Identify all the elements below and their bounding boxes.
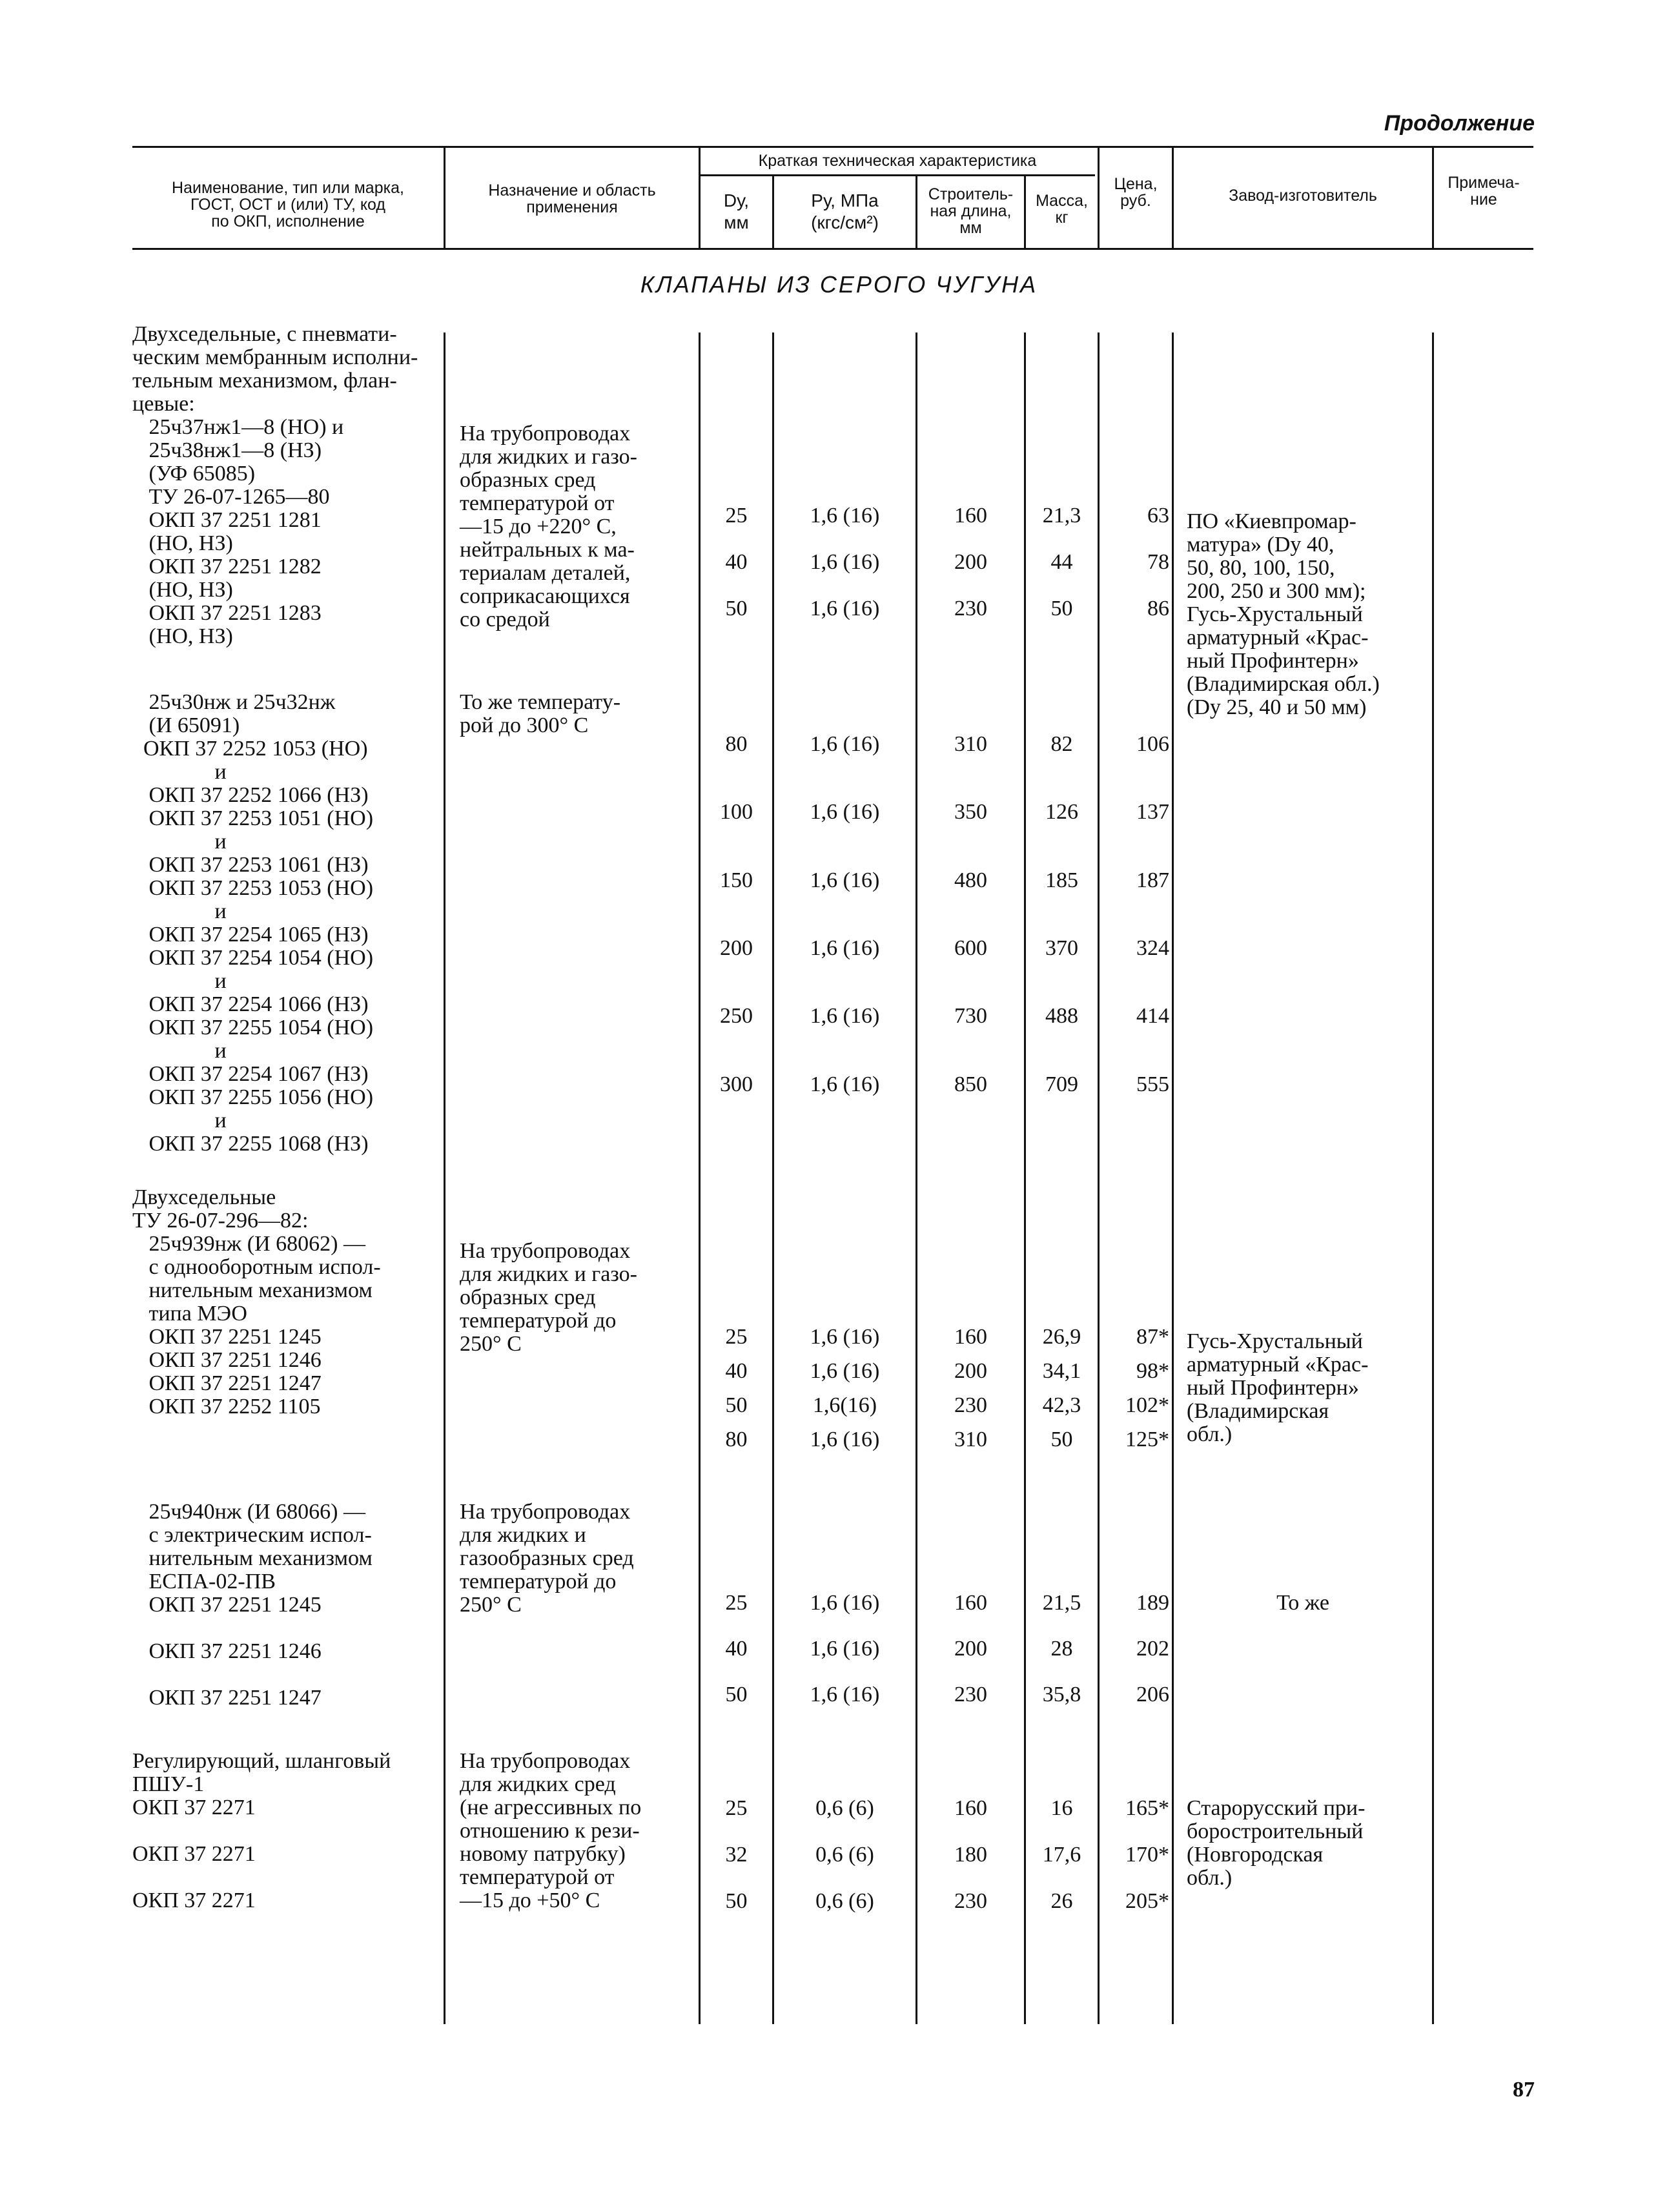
cell-price: 202 [1136, 1637, 1169, 1661]
cell-price: 125* [1125, 1428, 1169, 1451]
header-name: Наименование, тип или марка, ГОСТ, ОСТ и (или) ТУ, код по ОКП, исполнение [172, 179, 404, 230]
cell-py: 0,6 (6) [815, 1889, 874, 1913]
header-length: Строитель- ная длина, мм [928, 185, 1014, 237]
name-line: ОКП 37 2254 1054 (НО) [132, 946, 374, 970]
cell-price: 324 [1136, 936, 1169, 960]
cell-dy: 25 [725, 1796, 748, 1820]
purpose-line: териалам деталей, [460, 561, 631, 585]
header-note: Примеча- ние [1448, 174, 1520, 209]
purpose-line: газообразных сред [460, 1546, 634, 1570]
maker-line: (Dу 25, 40 и 50 мм) [1187, 695, 1367, 719]
name-line: 25ч30нж и 25ч32нж [132, 690, 336, 714]
cell-dy: 150 [720, 868, 753, 892]
name-line: с электрическим испол- [132, 1523, 372, 1547]
name-line: ОКП 37 2251 1282 [132, 555, 322, 579]
name-line: 25ч939нж (И 68062) — [132, 1232, 365, 1256]
purpose-line: для жидких и газо- [460, 1262, 637, 1286]
cell-length: 230 [954, 1683, 987, 1706]
name-line: и [132, 969, 227, 993]
name-line: ОКП 37 2251 1245 [132, 1593, 322, 1617]
cell-py: 1,6 (16) [810, 868, 880, 892]
purpose-line: 250° С [460, 1593, 522, 1617]
purpose-line: —15 до +220° С, [460, 515, 617, 538]
maker-line: арматурный «Крас- [1187, 1353, 1369, 1377]
cell-dy: 50 [725, 1683, 748, 1706]
purpose-line: со средой [460, 608, 550, 631]
cell-dy: 40 [725, 550, 748, 574]
cell-py: 1,6 (16) [810, 1637, 880, 1661]
purpose-line: для жидких сред [460, 1772, 616, 1796]
name-line: 25ч37нж1—8 (НО) и [132, 415, 344, 439]
header-py: Pу, МПа (кгс/см²) [811, 190, 879, 232]
purpose-line: соприкасающихся [460, 584, 630, 608]
cell-price: 98* [1136, 1359, 1169, 1383]
name-line: 25ч940нж (И 68066) — [132, 1500, 365, 1524]
cell-mass: 28 [1050, 1637, 1073, 1661]
cell-length: 180 [954, 1843, 987, 1867]
cell-length: 350 [954, 800, 987, 824]
name-line: ЕСПА-02-ПВ [132, 1570, 276, 1593]
name-line: ТУ 26-07-296—82: [132, 1209, 309, 1233]
name-line: и [132, 899, 227, 923]
cell-mass: 44 [1050, 550, 1073, 574]
purpose-line: для жидких и газо- [460, 445, 637, 469]
body-vline [1432, 333, 1434, 2024]
cell-price: 165* [1125, 1796, 1169, 1820]
header-purpose: Назначение и область применения [488, 181, 656, 216]
cell-mass: 17,6 [1042, 1843, 1081, 1867]
header-price: Цена, руб. [1114, 175, 1158, 210]
cell-price: 205* [1125, 1889, 1169, 1913]
cell-length: 160 [954, 504, 987, 527]
name-line: (И 65091) [132, 713, 240, 737]
cell-py: 1,6 (16) [810, 1004, 880, 1028]
cell-py: 0,6 (6) [815, 1843, 874, 1867]
purpose-line: температурой до [460, 1309, 617, 1333]
name-line: ОКП 37 2271 [132, 1796, 256, 1819]
name-line: цевые: [132, 392, 195, 416]
cell-py: 1,6 (16) [810, 1591, 880, 1615]
cell-mass: 126 [1045, 800, 1078, 824]
cell-length: 200 [954, 550, 987, 574]
cell-py: 0,6 (6) [815, 1796, 874, 1820]
name-line: ОКП 37 2251 1245 [132, 1325, 322, 1349]
cell-length: 310 [954, 732, 987, 756]
name-line: ОКП 37 2251 1283 [132, 601, 322, 625]
cell-mass: 26,9 [1042, 1325, 1081, 1349]
name-line: 25ч38нж1—8 (НЗ) [132, 438, 322, 462]
cell-length: 480 [954, 868, 987, 892]
purpose-line: рой до 300° С [460, 713, 589, 737]
purpose-line: температурой от [460, 491, 615, 515]
cell-length: 200 [954, 1359, 987, 1383]
cell-mass: 26 [1050, 1889, 1073, 1913]
cell-length: 160 [954, 1796, 987, 1820]
name-line: ОКП 37 2252 1053 (НО) [132, 737, 368, 761]
body-vline [1172, 333, 1174, 2024]
header-mass: Масса, кг [1036, 192, 1088, 227]
cell-py: 1,6 (16) [810, 1428, 880, 1451]
purpose-line: На трубопроводах [460, 1500, 631, 1524]
cell-mass: 50 [1050, 1428, 1073, 1451]
name-line: (НО, НЗ) [132, 578, 233, 602]
cell-dy: 50 [725, 597, 748, 620]
cell-length: 600 [954, 936, 987, 960]
maker-line: 200, 250 и 300 мм); [1187, 579, 1366, 603]
name-line: (НО, НЗ) [132, 531, 233, 555]
cell-length: 730 [954, 1004, 987, 1028]
cell-py: 1,6 (16) [810, 597, 880, 620]
name-line: и [132, 830, 227, 854]
cell-mass: 21,3 [1042, 504, 1081, 527]
name-line: нительным механизмом [132, 1278, 373, 1302]
cell-mass: 709 [1045, 1072, 1078, 1096]
purpose-line: 250° С [460, 1332, 522, 1356]
name-line: ОКП 37 2253 1061 (НЗ) [132, 853, 369, 877]
maker-line: (Владимирская обл.) [1187, 672, 1380, 696]
cell-mass: 21,5 [1042, 1591, 1081, 1615]
name-line: ОКП 37 2255 1056 (НО) [132, 1085, 374, 1109]
cell-dy: 300 [720, 1072, 753, 1096]
cell-dy: 250 [720, 1004, 753, 1028]
purpose-line: На трубопроводах [460, 1239, 631, 1263]
name-line: типа МЭО [132, 1302, 247, 1326]
name-line: ОКП 37 2254 1066 (НЗ) [132, 992, 369, 1016]
cell-py: 1,6 (16) [810, 936, 880, 960]
cell-mass: 35,8 [1042, 1683, 1081, 1706]
cell-dy: 32 [725, 1843, 748, 1867]
name-line: Двухседельные [132, 1185, 276, 1209]
name-line: ческим мембранным исполни- [132, 345, 418, 369]
purpose-line: На трубопроводах [460, 1749, 631, 1773]
cell-price: 414 [1136, 1004, 1169, 1028]
cell-py: 1,6 (16) [810, 732, 880, 756]
purpose-line: То же температу- [460, 690, 621, 714]
cell-length: 160 [954, 1591, 987, 1615]
maker-line: обл.) [1187, 1866, 1233, 1890]
name-line: ОКП 37 2271 [132, 1889, 256, 1912]
cell-length: 230 [954, 597, 987, 620]
cell-length: 230 [954, 1889, 987, 1913]
cell-length: 230 [954, 1393, 987, 1417]
maker-line: ПО «Киевпромар- [1187, 509, 1356, 533]
name-line: ТУ 26-07-1265—80 [132, 485, 330, 509]
purpose-line: температурой до [460, 1570, 617, 1593]
cell-dy: 100 [720, 800, 753, 824]
cell-py: 1,6(16) [812, 1393, 877, 1417]
name-line: (УФ 65085) [132, 462, 256, 486]
name-line: ОКП 37 2251 1246 [132, 1639, 322, 1663]
cell-length: 850 [954, 1072, 987, 1096]
cell-dy: 80 [725, 1428, 748, 1451]
maker-line: арматурный «Крас- [1187, 626, 1369, 650]
cell-dy: 40 [725, 1359, 748, 1383]
name-line: ОКП 37 2251 1247 [132, 1686, 322, 1710]
cell-mass: 185 [1045, 868, 1078, 892]
cell-price: 87* [1136, 1325, 1169, 1349]
cell-py: 1,6 (16) [810, 1359, 880, 1383]
header-maker: Завод-изготовитель [1229, 187, 1377, 205]
cell-price: 137 [1136, 800, 1169, 824]
maker-line: 50, 80, 100, 150, [1187, 556, 1335, 580]
section-title: КЛАПАНЫ ИЗ СЕРОГО ЧУГУНА [640, 271, 1038, 298]
cell-price: 555 [1136, 1072, 1169, 1096]
name-line: ПШУ-1 [132, 1772, 205, 1796]
body-vline [444, 333, 445, 2024]
purpose-line: На трубопроводах [460, 422, 631, 445]
name-line: ОКП 37 2271 [132, 1842, 256, 1866]
maker-same-note: То же [1276, 1591, 1329, 1615]
purpose-line: нейтральных к ма- [460, 538, 635, 562]
maker-line: ный Профинтерн» [1187, 649, 1359, 673]
cell-price: 102* [1125, 1393, 1169, 1417]
name-line: ОКП 37 2253 1051 (НО) [132, 806, 374, 830]
cell-mass: 370 [1045, 936, 1078, 960]
maker-line: Гусь-Хрустальный [1187, 1329, 1363, 1353]
cell-mass: 34,1 [1042, 1359, 1081, 1383]
cell-price: 63 [1147, 504, 1169, 527]
name-line: ОКП 37 2253 1053 (НО) [132, 876, 374, 900]
body-vline [1024, 333, 1026, 2024]
cell-py: 1,6 (16) [810, 1683, 880, 1706]
name-line: Двухседельные, с пневмати- [132, 322, 397, 346]
cell-dy: 25 [725, 1591, 748, 1615]
header-dy: Dу, мм [723, 190, 750, 232]
maker-line: (Владимирская [1187, 1399, 1329, 1423]
subheader-rule [699, 174, 1095, 176]
body-vline [916, 333, 917, 2024]
purpose-line: новому патрубку) [460, 1842, 626, 1866]
cell-py: 1,6 (16) [810, 550, 880, 574]
header-top-rule [132, 146, 1533, 148]
maker-line: обл.) [1187, 1422, 1233, 1446]
name-line: ОКП 37 2255 1068 (НЗ) [132, 1132, 369, 1156]
purpose-line: для жидких и [460, 1523, 586, 1547]
cell-mass: 42,3 [1042, 1393, 1081, 1417]
cell-py: 1,6 (16) [810, 800, 880, 824]
name-line: с однооборотным испол- [132, 1255, 381, 1279]
body-vline [772, 333, 774, 2024]
page-number: 87 [1513, 2078, 1535, 2102]
header-bottom-rule [132, 248, 1533, 250]
cell-py: 1,6 (16) [810, 1072, 880, 1096]
cell-dy: 25 [725, 1325, 748, 1349]
cell-mass: 488 [1045, 1004, 1078, 1028]
name-line: ОКП 37 2254 1065 (НЗ) [132, 923, 369, 947]
cell-length: 310 [954, 1428, 987, 1451]
cell-py: 1,6 (16) [810, 504, 880, 527]
maker-line: (Новгородская [1187, 1843, 1324, 1867]
body-vline [1098, 333, 1100, 2024]
cell-dy: 40 [725, 1637, 748, 1661]
cell-py: 1,6 (16) [810, 1325, 880, 1349]
name-line: и [132, 760, 227, 784]
cell-dy: 25 [725, 504, 748, 527]
cell-price: 86 [1147, 597, 1169, 620]
cell-mass: 50 [1050, 597, 1073, 620]
maker-line: ный Профинтерн» [1187, 1376, 1359, 1400]
name-line: ОКП 37 2251 1281 [132, 508, 322, 532]
name-line: и [132, 1109, 227, 1132]
purpose-line: температурой от [460, 1865, 615, 1889]
cell-price: 106 [1136, 732, 1169, 756]
cell-price: 189 [1136, 1591, 1169, 1615]
purpose-line: отношению к рези- [460, 1819, 640, 1843]
name-line: ОКП 37 2251 1247 [132, 1371, 322, 1395]
header-brief-characteristics: Краткая техническая характеристика [758, 152, 1037, 170]
maker-line: Гусь-Хрустальный [1187, 602, 1363, 626]
cell-mass: 16 [1050, 1796, 1073, 1820]
purpose-line: образных сред [460, 468, 596, 492]
cell-mass: 82 [1050, 732, 1073, 756]
cell-dy: 50 [725, 1889, 748, 1913]
name-line: Регулирующий, шланговый [132, 1749, 391, 1773]
name-line: ОКП 37 2254 1067 (НЗ) [132, 1062, 369, 1086]
name-line: ОКП 37 2255 1054 (НО) [132, 1016, 374, 1039]
cell-price: 206 [1136, 1683, 1169, 1706]
name-line: и [132, 1039, 227, 1063]
cell-dy: 50 [725, 1393, 748, 1417]
name-line: тельным механизмом, флан- [132, 369, 397, 393]
name-line: ОКП 37 2252 1105 [132, 1395, 321, 1418]
cell-price: 187 [1136, 868, 1169, 892]
purpose-line: образных сред [460, 1285, 596, 1309]
continuation-label: Продолжение [1384, 111, 1535, 136]
cell-price: 170* [1125, 1843, 1169, 1867]
maker-line: Старорусский при- [1187, 1796, 1366, 1820]
name-line: (НО, НЗ) [132, 624, 233, 648]
name-line: ОКП 37 2251 1246 [132, 1348, 322, 1372]
cell-dy: 80 [725, 732, 748, 756]
name-line: ОКП 37 2252 1066 (НЗ) [132, 783, 369, 807]
cell-dy: 200 [720, 936, 753, 960]
maker-line: боростроительный [1187, 1819, 1364, 1843]
purpose-line: (не агрессивных по [460, 1796, 642, 1819]
purpose-line: —15 до +50° С [460, 1889, 600, 1912]
maker-line: матура» (Dу 40, [1187, 533, 1335, 557]
name-line: нительным механизмом [132, 1546, 373, 1570]
cell-price: 78 [1147, 550, 1169, 574]
cell-length: 200 [954, 1637, 987, 1661]
body-vline [699, 333, 701, 2024]
cell-length: 160 [954, 1325, 987, 1349]
